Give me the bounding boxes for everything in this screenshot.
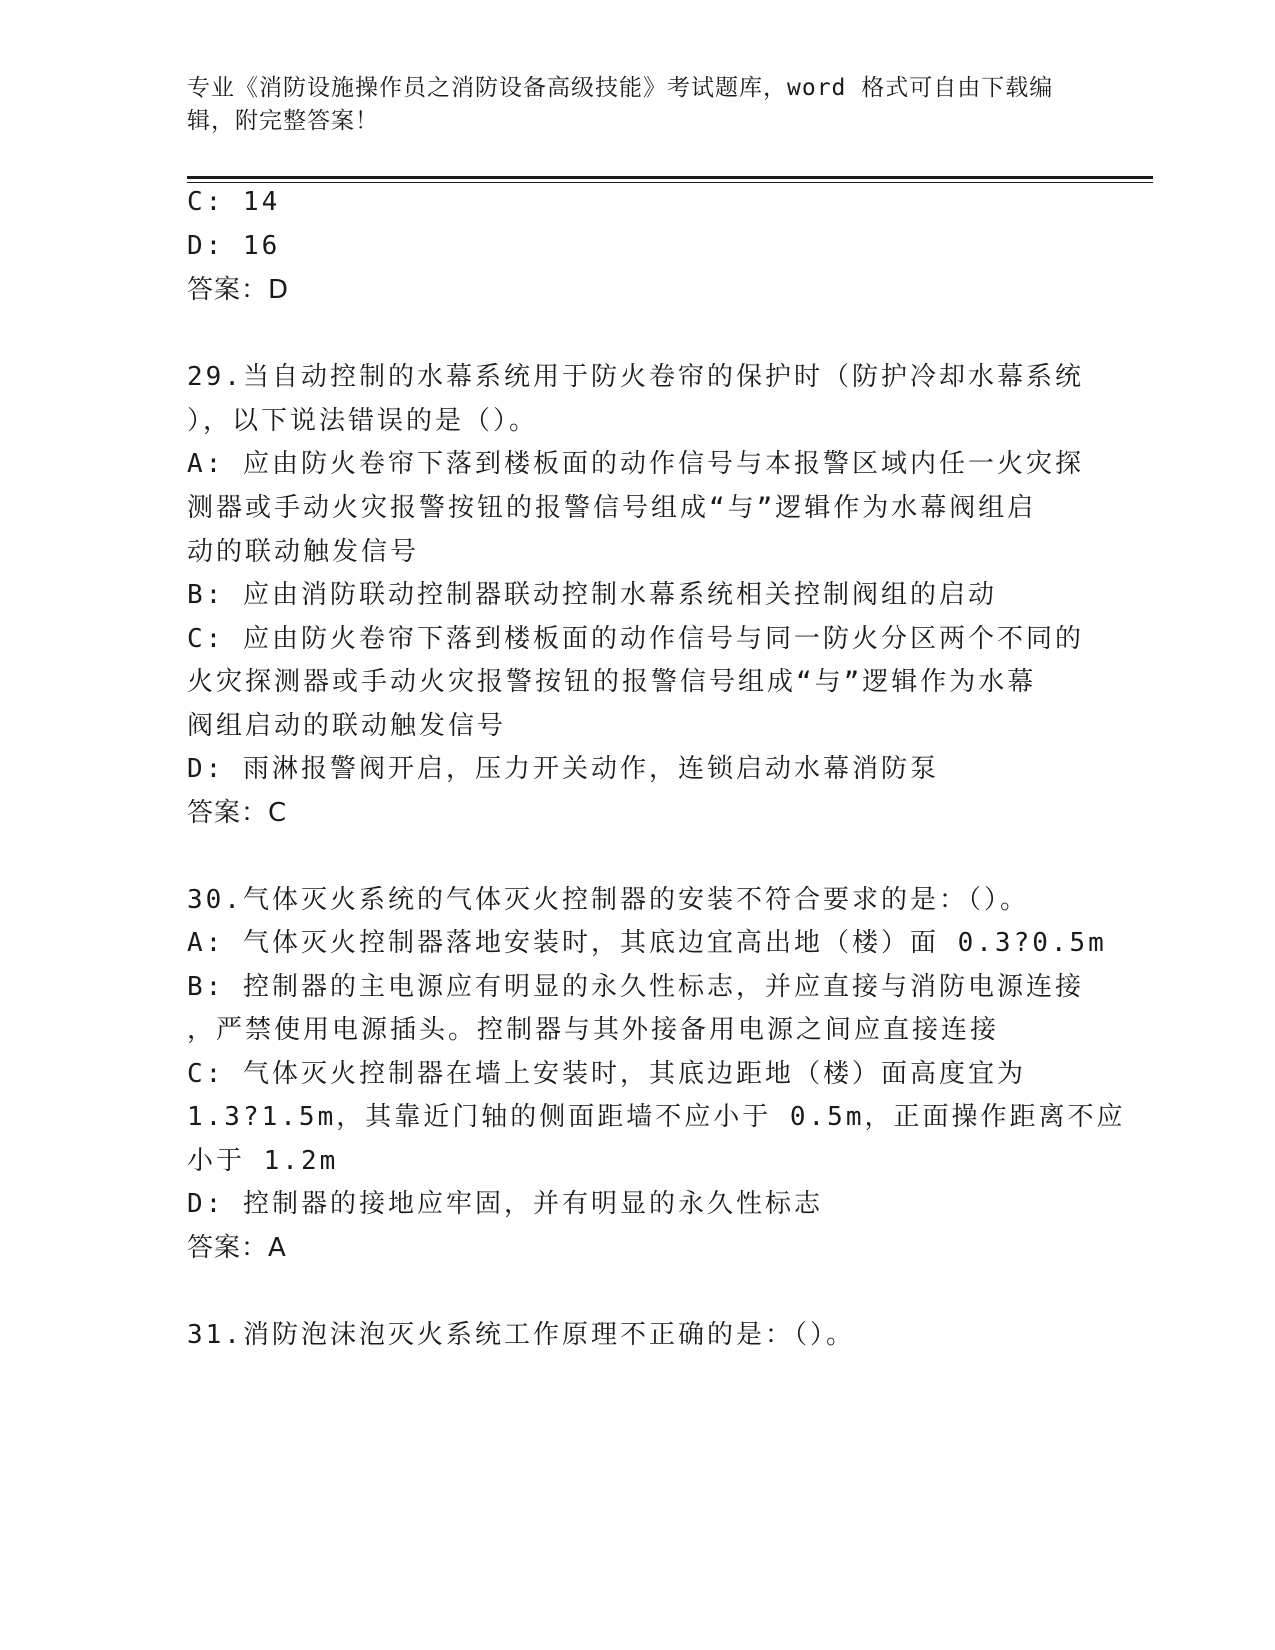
option-c-q29-line2: 火灾探测器或手动火灾报警按钮的报警信号组成“与”逻辑作为水幕 [187, 667, 1037, 697]
option-d-q30: D: 控制器的接地应牢固，并有明显的永久性标志 [187, 1189, 823, 1219]
option-c-q29-line3: 阀组启动的联动触发信号 [187, 711, 507, 741]
question-31: 31.消防泡沫泡灭火系统工作原理不正确的是：（）。 [187, 1320, 855, 1350]
option-c-q30-line3: 小于 1.2m [187, 1146, 339, 1176]
answer-q29: 答案：C [187, 798, 288, 828]
option-c-q29-line1: C: 应由防火卷帘下落到楼板面的动作信号与同一防火分区两个不同的 [187, 624, 1084, 654]
option-b-q30-line2: ，严禁使用电源插头。控制器与其外接备用电源之间应直接连接 [187, 1015, 1000, 1045]
option-c-q30-line2: 1.3?1.5m，其靠近门轴的侧面距墙不应小于 0.5m，正面操作距离不应 [187, 1102, 1126, 1132]
answer-q30: 答案：A [187, 1233, 287, 1263]
header-divider-thin [187, 182, 1153, 183]
option-a-q29-line3: 动的联动触发信号 [187, 537, 420, 567]
option-d-q28: D: 16 [187, 231, 281, 261]
question-30: 30.气体灭火系统的气体灭火控制器的安装不符合要求的是：（）。 [187, 885, 1029, 915]
option-a-q29-line1: A: 应由防火卷帘下落到楼板面的动作信号与本报警区域内任一火灾探 [187, 449, 1084, 479]
answer-q28: 答案：D [187, 275, 290, 305]
page-header: 专业《消防设施操作员之消防设备高级技能》考试题库，word 格式可自由下载编 辑，附完整答案！ [187, 75, 1054, 134]
option-d-q29: D: 雨淋报警阀开启，压力开关动作，连锁启动水幕消防泵 [187, 754, 939, 784]
option-b-q29: B: 应由消防联动控制器联动控制水幕系统相关控制阀组的启动 [187, 580, 997, 610]
option-a-q29-line2: 测器或手动火灾报警按钮的报警信号组成“与”逻辑作为水幕阀组启 [187, 493, 1037, 523]
header-divider-thick [187, 176, 1153, 179]
option-a-q30: A: 气体灭火控制器落地安装时，其底边宜高出地（楼）面 0.3?0.5m [187, 928, 1107, 958]
question-29-line2: ），以下说法错误的是（）。 [187, 406, 539, 436]
option-c-q30-line1: C: 气体灭火控制器在墙上安装时，其底边距地（楼）面高度宜为 [187, 1059, 1026, 1089]
option-b-q30-line1: B: 控制器的主电源应有明显的永久性标志，并应直接与消防电源连接 [187, 972, 1084, 1002]
question-29-line1: 29.当自动控制的水幕系统用于防火卷帘的保护时（防护冷却水幕系统 [187, 362, 1084, 392]
option-c-q28: C: 14 [187, 187, 281, 217]
